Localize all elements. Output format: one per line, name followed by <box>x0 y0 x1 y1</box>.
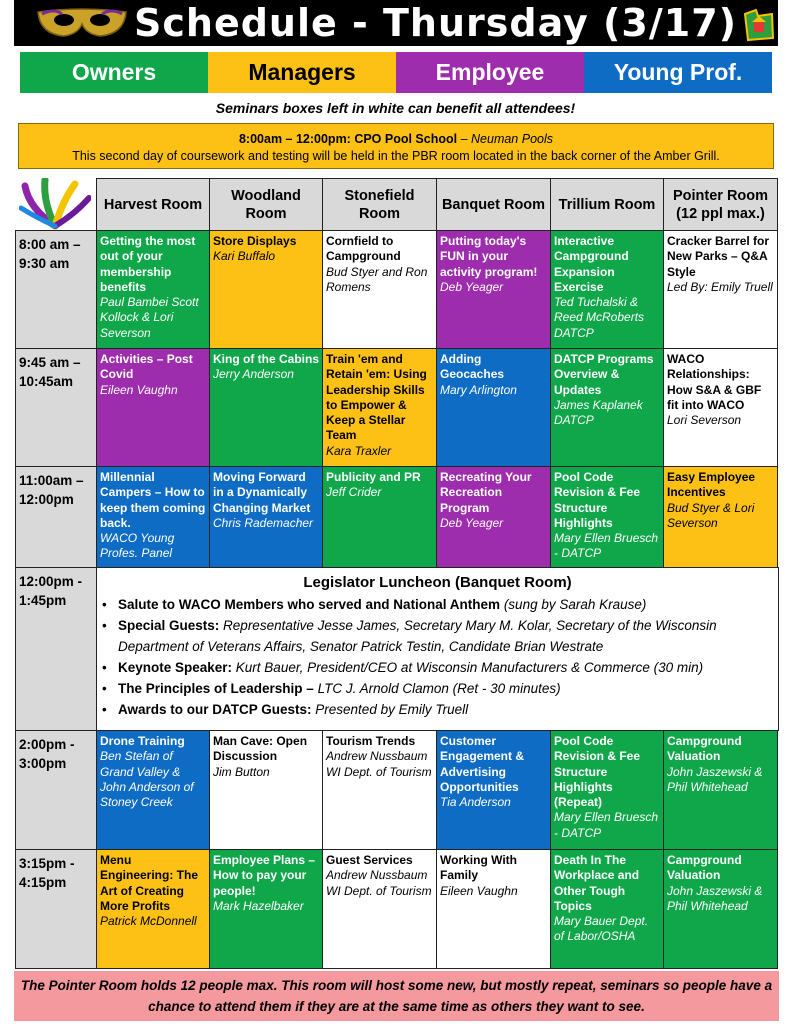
session-presenter: John Jaszewski & Phil Whitehead <box>667 883 763 913</box>
session-cell <box>663 348 778 467</box>
session-presenter: Jerry Anderson <box>213 367 294 382</box>
session-title: Publicity and PR <box>326 470 421 484</box>
session-cell <box>96 849 210 969</box>
time-slot: 12:00pm - 1:45pm <box>15 567 97 731</box>
luncheon-item-detail: Kurt Bauer, President/CEO at Wisconsin Manufacturers & Commerce (30 min) <box>232 660 704 675</box>
session-title: Easy Employee Incentives <box>667 470 756 500</box>
session-presenter: Deb Yeager <box>440 279 504 294</box>
legend-owners: Owners <box>20 52 208 93</box>
session-cell <box>436 466 551 568</box>
room-header: Harvest Room <box>96 178 210 231</box>
page-title: Schedule - Thursday (3/17) <box>134 1 737 45</box>
pool-school-dash: – <box>457 132 472 146</box>
legend-young-prof: Young Prof. <box>584 52 772 93</box>
session-title: Cornfield to Campground <box>326 234 401 264</box>
luncheon-item <box>100 615 778 657</box>
session-cell <box>209 730 323 850</box>
session-cell <box>322 730 437 850</box>
session-title: Pool Code Revision & Fee Structure Highlights (Repeat) <box>554 734 641 810</box>
pointer-room-footer: The Pointer Room holds 12 people max. This room will host some new, but mostly repeat, seminars so people have a chance to attend them if they are at the same time as others they want to see. <box>14 971 779 1021</box>
luncheon-item-detail: Presented by Emily Truell <box>311 702 469 717</box>
session-title: WACO Relationships: How S&A & GBF fit into WACO <box>667 352 762 412</box>
luncheon-cell <box>96 567 779 731</box>
session-title: Store Displays <box>213 234 297 248</box>
session-title: Customer Engagement & Advertising Opportunities <box>440 734 525 794</box>
session-title: Activities – Post Covid <box>100 352 193 382</box>
pool-school-time: 8:00am – 12:00pm: CPO Pool School <box>238 132 458 146</box>
luncheon-item-detail: LTC J. Arnold Clamon (Ret - 30 minutes) <box>313 681 561 696</box>
session-presenter: WACO Young Profes. Panel <box>100 531 175 561</box>
session-title: Working With Family <box>440 853 517 883</box>
mardi-gras-mask-icon <box>34 4 130 42</box>
session-cell <box>209 466 323 568</box>
session-title: Moving Forward in a Dynamically Changing Market <box>213 470 311 515</box>
legend-employee: Employee <box>396 52 584 93</box>
session-presenter: Bud Styer & Lori Severson <box>667 500 755 530</box>
session-title: Employee Plans – How to pay your people! <box>213 853 316 898</box>
session-presenter: Chris Rademacher <box>213 515 314 530</box>
pool-school-banner <box>18 123 774 169</box>
session-cell <box>550 466 664 568</box>
session-presenter: James Kaplanek DATCP <box>554 397 643 428</box>
room-header: Stonefield Room <box>322 178 437 231</box>
session-presenter: Led By: Emily Truell <box>667 279 773 294</box>
time-slot: 9:45 am – 10:45am <box>15 348 97 467</box>
session-presenter: Patrick McDonnell <box>100 914 197 929</box>
session-cell <box>322 466 437 568</box>
luncheon-item-label: Awards to our DATCP Guests: <box>118 702 312 717</box>
session-cell <box>550 348 664 467</box>
time-slot: 11:00am – 12:00pm <box>15 466 97 568</box>
luncheon-item-label: The Principles of Leadership – <box>118 681 314 696</box>
session-cell <box>663 230 778 349</box>
session-presenter: Andrew Nussbaum WI Dept. of Tourism <box>326 749 432 779</box>
session-presenter: Lori Severson <box>667 413 742 428</box>
luncheon-item <box>100 678 778 699</box>
luncheon-item-detail: Representative Jesse James, Secretary Mary M. Kolar, Secretary of the Wisconsin Department of Veterans Affairs, Senator Patrick Testin, Candidate Brian Westrate <box>118 618 717 654</box>
session-title: Recreating Your Recreation Program <box>440 470 532 515</box>
session-title: Putting today's FUN in your activity program! <box>440 234 538 279</box>
session-cell <box>322 230 437 349</box>
room-header: Banquet Room <box>436 178 551 231</box>
session-cell <box>322 849 437 969</box>
session-cell <box>550 849 664 969</box>
session-title: Drone Training <box>100 734 185 748</box>
luncheon-item <box>100 594 778 615</box>
session-title: Interactive Campground Expansion Exercise <box>554 234 629 294</box>
session-title: Pool Code Revision & Fee Structure Highlights <box>554 470 641 530</box>
session-presenter: Mary Arlington <box>440 382 517 397</box>
feathers-icon <box>19 178 91 230</box>
session-title: Tourism Trends <box>326 734 416 748</box>
session-cell <box>322 348 437 467</box>
session-presenter: Paul Bambei Scott Kollock & Lori Severson <box>100 295 199 340</box>
session-presenter: Mary Ellen Bruesch - DATCP <box>554 810 659 840</box>
luncheon-item-detail: (sung by Sarah Krause) <box>500 597 647 612</box>
room-header: Pointer Room (12 ppl max.) <box>663 178 778 231</box>
session-cell <box>436 348 551 467</box>
waco-logo-icon <box>742 4 776 42</box>
session-cell <box>209 849 323 969</box>
session-cell <box>209 348 323 467</box>
session-title: Guest Services <box>326 853 413 867</box>
session-presenter: Mary Bauer Dept. of Labor/OSHA <box>554 914 649 944</box>
session-title: King of the Cabins <box>213 352 319 366</box>
session-title: Cracker Barrel for New Parks – Q&A Style <box>667 234 770 279</box>
session-presenter: Tia Anderson <box>440 795 511 810</box>
pool-school-description: This second day of coursework and testing will be held in the PBR room located in the back corner of the Amber Grill. <box>72 149 720 163</box>
session-cell <box>436 730 551 850</box>
session-title: DATCP Programs Overview & Updates <box>554 352 654 397</box>
session-cell <box>436 849 551 969</box>
room-header: Woodland Room <box>209 178 323 231</box>
session-presenter: Eileen Vaughn <box>440 883 518 898</box>
luncheon-item-label: Salute to WACO Members who served and National Anthem <box>118 597 501 612</box>
session-title: Millennial Campers – How to keep them coming back. <box>100 470 206 530</box>
session-presenter: Jeff Crider <box>326 485 382 500</box>
session-title: Getting the most out of your membership benefits <box>100 234 196 294</box>
session-presenter: Ted Tuchalski & Reed McRoberts DATCP <box>554 295 645 340</box>
white-box-note: Seminars boxes left in white can benefit all attendees! <box>215 100 576 116</box>
session-presenter: Deb Yeager <box>440 515 504 530</box>
session-cell <box>550 730 664 850</box>
session-cell <box>436 230 551 349</box>
time-slot: 8:00 am – 9:30 am <box>15 230 97 349</box>
session-presenter: Kari Buffalo <box>213 249 276 264</box>
legend-managers: Managers <box>208 52 396 93</box>
session-title: Campground Valuation <box>667 734 742 764</box>
luncheon-list <box>97 594 778 720</box>
session-title: Man Cave: Open Discussion <box>213 734 308 764</box>
feathers-corner <box>15 178 96 230</box>
pool-school-provider: Neuman Pools <box>471 132 554 146</box>
time-slot: 2:00pm - 3:00pm <box>15 730 97 850</box>
luncheon-title: Legislator Luncheon (Banquet Room) <box>303 574 572 591</box>
session-cell <box>663 730 778 850</box>
session-cell <box>96 230 210 349</box>
session-title: Adding Geocaches <box>440 352 505 382</box>
session-presenter: John Jaszewski & Phil Whitehead <box>667 764 763 794</box>
session-title: Campground Valuation <box>667 853 742 883</box>
session-cell <box>209 230 323 349</box>
session-cell <box>550 230 664 349</box>
session-cell <box>663 849 778 969</box>
time-slot: 3:15pm - 4:15pm <box>15 849 97 969</box>
luncheon-item <box>100 699 778 720</box>
luncheon-item-label: Keynote Speaker: <box>118 660 233 675</box>
luncheon-item <box>100 657 778 678</box>
session-title: Menu Engineering: The Art of Creating More Profits <box>100 853 199 913</box>
session-cell <box>663 466 778 568</box>
session-presenter: Bud Styer and Ron Romens <box>326 264 428 294</box>
audience-legend <box>20 52 772 93</box>
session-presenter: Ben Stefan of Grand Valley & John Anderson of Stoney Creek <box>100 749 194 810</box>
room-header: Trillium Room <box>550 178 664 231</box>
session-title: Train 'em and Retain 'em: Using Leadership Skills to Empower & Keep a Stellar Team <box>326 352 427 443</box>
session-presenter: Jim Button <box>213 764 270 779</box>
session-presenter: Andrew Nussbaum WI Dept. of Tourism <box>326 868 432 898</box>
session-presenter: Eileen Vaughn <box>100 382 178 397</box>
luncheon-item-label: Special Guests: <box>118 618 220 633</box>
session-presenter: Mark Hazelbaker <box>213 898 304 913</box>
session-cell <box>96 466 210 568</box>
session-title: Death In The Workplace and Other Tough Topics <box>554 853 640 913</box>
session-cell <box>96 348 210 467</box>
session-cell <box>96 730 210 850</box>
session-presenter: Kara Traxler <box>326 443 392 458</box>
page-header <box>14 0 778 46</box>
session-presenter: Mary Ellen Bruesch - DATCP <box>554 531 659 561</box>
